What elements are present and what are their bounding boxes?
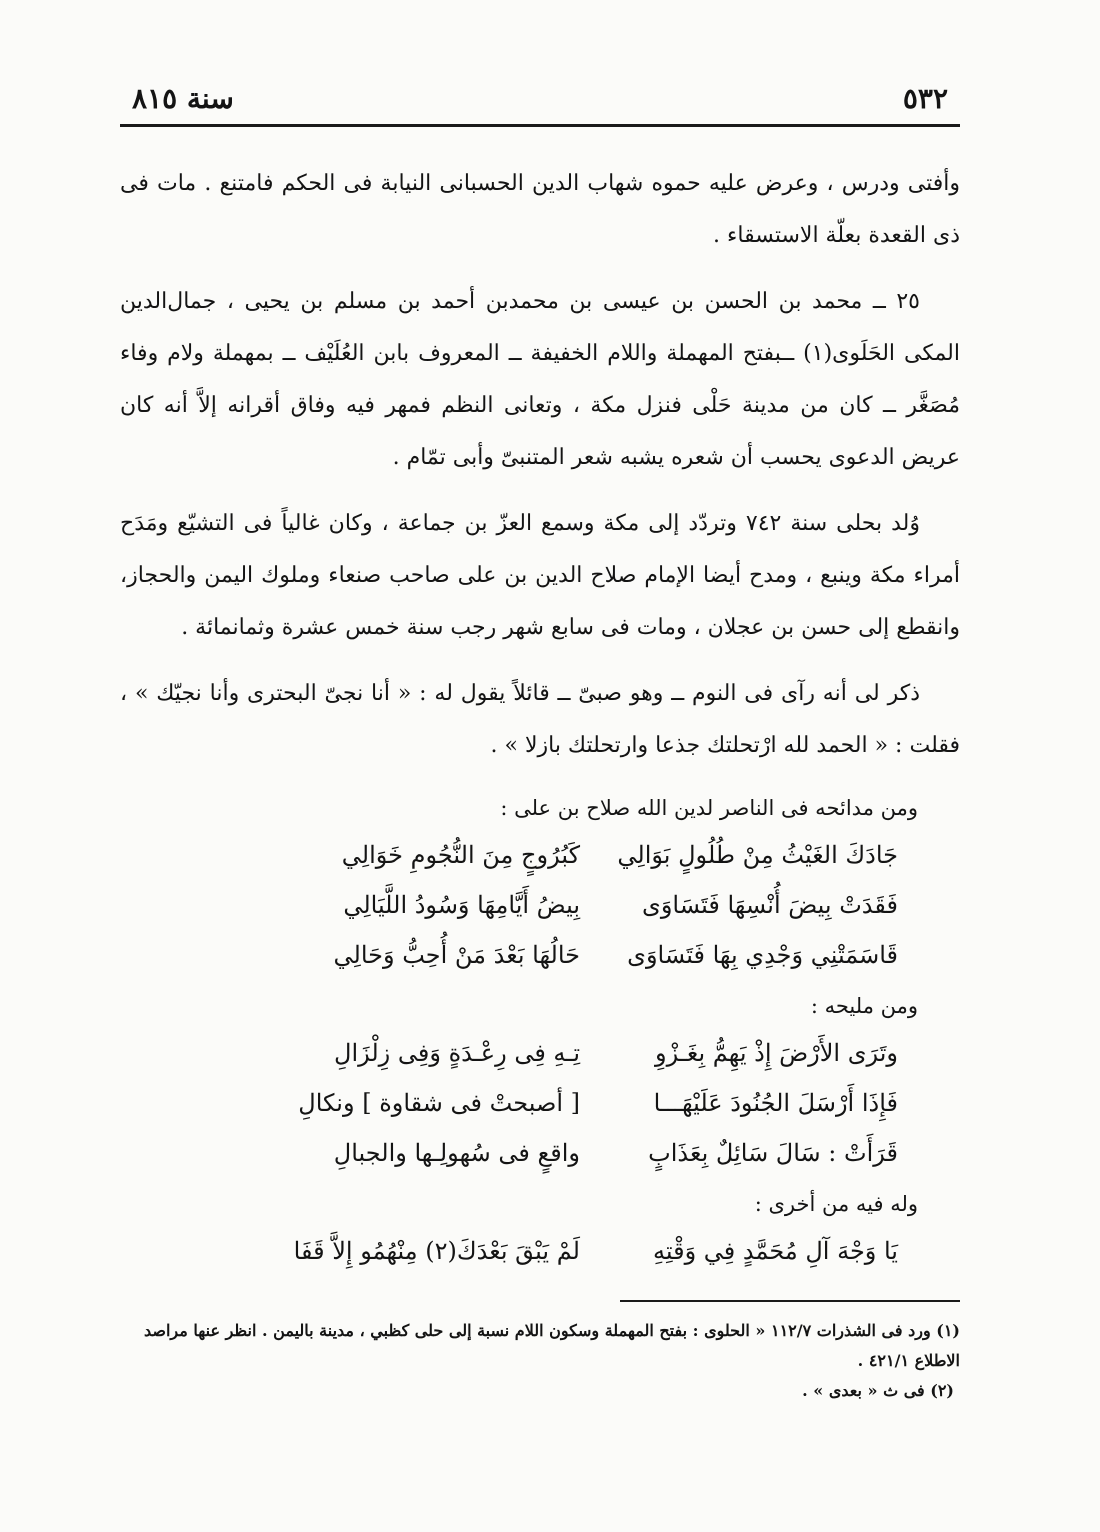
verse-line [120, 830, 960, 880]
paragraph: وُلد بحلى سنة ٧٤٢ وتردّد إلى مكة وسمع العزّ بن جماعة ، وكان غالياً فى التشيّع ومَدَح أمراء مكة وينبع ، ومدح أيضا الإمام صلاح الدين بن على صاحب صنعاء وملوك اليمن والحجاز، وانقطع إلى حسن بن عجلان ، ومات فى سابع شهر رجب سنة خمس عشرة وثمانمائة . [120, 511, 960, 640]
first-hemistich: فَإِذَا أَرْسَلَ الجُنُودَ عَلَيْهَـــا [653, 1089, 898, 1117]
first-hemistich: جَادَكَ الغَيْثُ مِنْ طُلُولٍ بَوَالِي [617, 841, 898, 869]
verse-line [120, 1128, 960, 1178]
second-hemistich: حَالُهَا بَعْدَ مَنْ أُحِبُّ وَحَالِي [333, 941, 580, 969]
poem [120, 830, 960, 980]
first-hemistich: قَرَأَتْ : سَالَ سَائِلٌ بِعَذَابٍ [648, 1139, 898, 1167]
poem [120, 1028, 960, 1178]
paragraph: ذكر لى أنه رآى فى النوم ــ وهو صبىّ ــ قائلاً يقول له : « أنا نجىّ البحترى وأنا نجيّك » ، فقلت : « الحمد لله ارْتحلتك جذعا وارتحلتك بازلا » . [120, 681, 960, 758]
second-hemistich: [ أصبحتْ فى شقاوة ] ونكالِ [298, 1089, 580, 1117]
footnotes [110, 1316, 960, 1406]
poem-intro: ومن مدائحه فى الناصر لدين الله صلاح بن على : [500, 796, 918, 820]
first-hemistich: قَاسَمَتْنِي وَجْدِي بِهَا فَتَسَاوَى [627, 941, 898, 969]
page-header [120, 82, 960, 124]
footnote-1: (١) ورد فى الشذرات ١١٢/٧ « الحلوى : بفتح المهملة وسكون اللام نسبة إلى حلى كظبي ، مدينة باليمن . انظر عنها مراصد الاطلاع ٤٢١/١ . [143, 1321, 960, 1370]
paragraph: وأفتى ودرس ، وعرض عليه حموه شهاب الدين الحسبانى النيابة فى الحكم فامتنع . مات فى ذى القعدة بعلّة الاستسقاء . [120, 171, 960, 248]
poem [120, 1226, 960, 1276]
verse-line [120, 930, 960, 980]
poem-intro: ومن مليحه : [810, 994, 918, 1018]
second-hemistich: واقعٍ فى سُهولِـها والجبالِ [333, 1139, 580, 1167]
footnote-2: (٢) فى ث « بعدى » . [802, 1381, 954, 1400]
first-hemistich: يَا وَجْهَ آلِ مُحَمَّدٍ فِي وَقْتِهِ [652, 1237, 898, 1265]
running-head-year: سنة ٨١٥ [132, 82, 234, 115]
page-number: ٥٣٢ [902, 82, 948, 115]
verse-line [120, 1028, 960, 1078]
verse-line [120, 880, 960, 930]
second-hemistich: بِيضُ أَيَّامِهَا وَسُودُ اللَّيَالِي [343, 891, 580, 919]
second-hemistich: تِـهِ فِى رِعْـدَةٍ وَفِى زِلْزَالِ [334, 1039, 580, 1067]
verse-line [120, 1226, 960, 1276]
second-hemistich: لَمْ يَبْقَ بَعْدَكَ(٢) مِنْهُمُو إِلاَّ قَفَا [293, 1237, 580, 1265]
header-rule [120, 124, 960, 127]
biography-entry-25: ٢٥ ــ محمد بن الحسن بن عيسى بن محمدبن أحمد بن مسلم بن يحيى ، جمال‌الدين المكى الحَلَوى(١) ــبفتح المهملة واللام الخفيفة ــ المعروف بابن العُلَيْف ــ بمهملة ولام وفاء مُصَغَّر ــ كان من مدينة حَلْى فنزل مكة ، وتعانى النظم فمهر فيه وفاق أقرانه إلاَّ أنه كان عريض الدعوى يحسب أن شعره يشبه شعر المتنبىّ وأبى تمّام . [120, 289, 961, 470]
first-hemistich: فَقَدَتْ بِيضَ أُنْسِهَا فَتَسَاوَى [642, 891, 898, 919]
verse-line [120, 1078, 960, 1128]
footnote-rule [620, 1300, 960, 1302]
first-hemistich: وتَرَى الأَرْضَ إِذْ يَهِمُّ بِغَـزْوِ [655, 1039, 898, 1067]
main-text [120, 158, 960, 1276]
poem-intro: وله فيه من أخرى : [754, 1192, 918, 1216]
second-hemistich: كَبُرُوجٍ مِنَ النُّجُومِ خَوَالِي [341, 841, 580, 869]
